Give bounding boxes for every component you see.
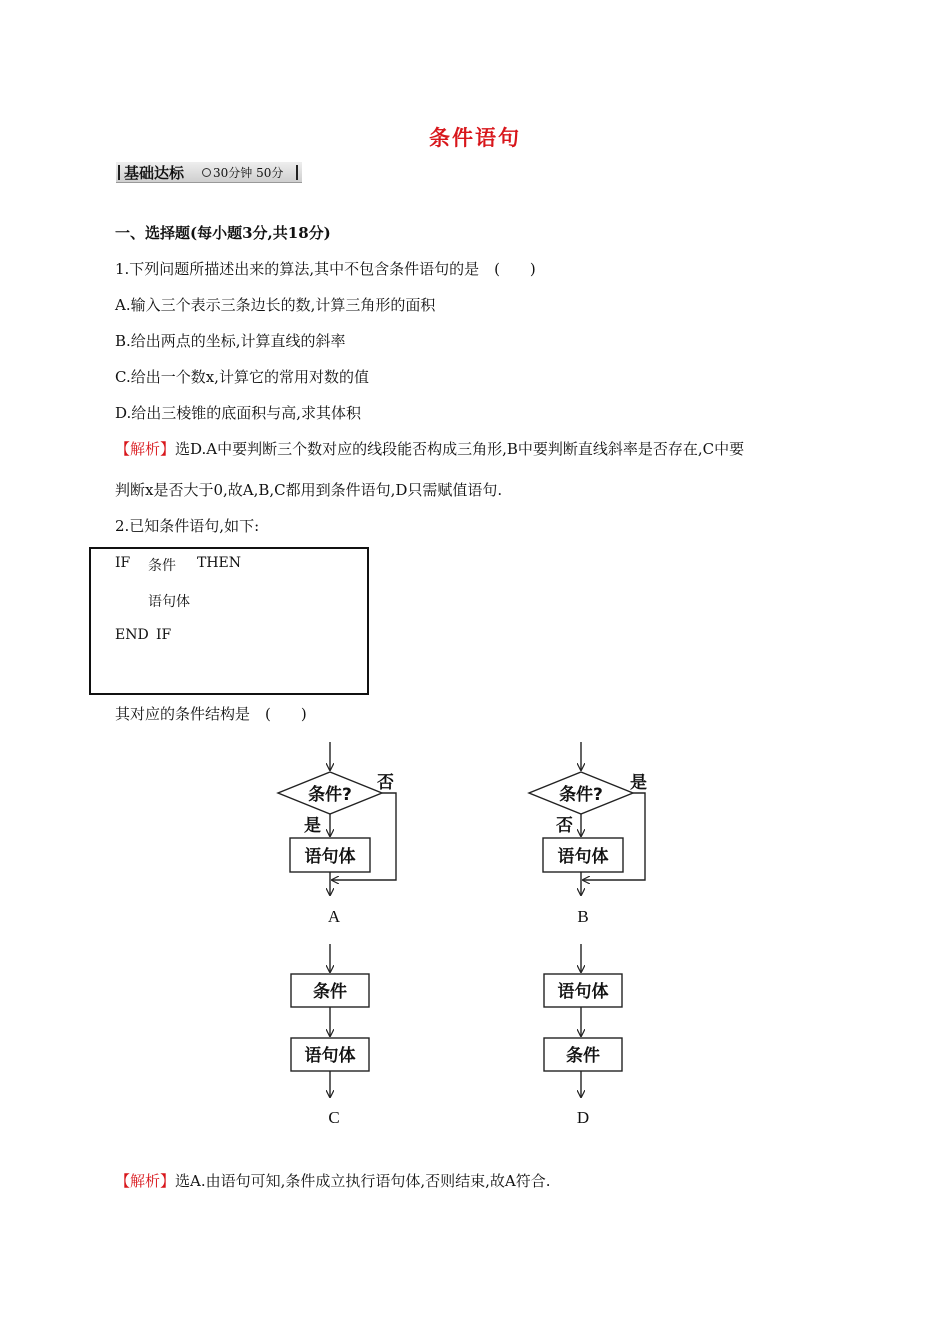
q1-option-b: B.给出两点的坐标,计算直线的斜率: [115, 332, 346, 350]
q1-option-a: A.输入三个表示三条边长的数,计算三角形的面积: [115, 296, 436, 314]
option-a-label: A: [327, 907, 341, 926]
banner-sub: 30分钟 50分: [213, 166, 284, 180]
q1-analysis-cont: 判断x是否大于0,故A,B,C都用到条件语句,D只需赋值语句.: [115, 481, 503, 499]
code-if: IF: [115, 555, 131, 571]
b-cond-label: 条件?: [559, 785, 603, 805]
flowchart-d: [544, 944, 622, 1097]
option-c-label: C: [328, 1108, 340, 1127]
code-then: THEN: [197, 555, 242, 571]
page-title: 条件语句: [429, 125, 521, 150]
d-top-label: 语句体: [557, 982, 609, 1002]
a-no-label: 否: [377, 773, 394, 793]
banner-main: 基础达标: [124, 164, 185, 182]
c-bottom-label: 语句体: [304, 1046, 356, 1066]
code-cond: 条件: [148, 558, 176, 574]
analysis-tag-2: 【解析】: [115, 1172, 176, 1190]
code-end: END: [115, 627, 149, 643]
analysis-tag: 【解析】: [115, 440, 176, 458]
flowchart-a: [278, 742, 396, 895]
option-d-label: D: [576, 1108, 590, 1127]
d-bottom-label: 条件: [566, 1046, 600, 1066]
analysis-text: 选D.A中要判断三个数对应的线段能否构成三角形,B中要判断直线斜率是否存在,C中要: [175, 440, 745, 458]
a-cond-label: 条件?: [308, 785, 352, 805]
c-top-label: 条件: [313, 982, 347, 1002]
q2-stem: 2.已知条件语句,如下:: [115, 517, 260, 535]
b-no-label: 否: [556, 816, 573, 836]
code-body: 语句体: [148, 594, 190, 610]
q1-option-d: D.给出三棱锥的底面积与高,求其体积: [115, 404, 362, 422]
b-yes-label: 是: [630, 773, 647, 793]
q1-stem: 1.下列问题所描述出来的算法,其中不包含条件语句的是 ( ): [115, 260, 536, 278]
code-endif: IF: [156, 627, 172, 643]
q2-analysis: [115, 1170, 551, 1191]
option-b-label: B: [577, 907, 589, 926]
section-heading: 一、选择题(每小题3分,共18分): [115, 224, 331, 242]
q1-option-c: C.给出一个数x,计算它的常用对数的值: [115, 368, 369, 386]
a-body-label: 语句体: [304, 847, 356, 867]
b-body-label: 语句体: [557, 847, 609, 867]
a-yes-label: 是: [304, 816, 321, 836]
flowchart-b: [529, 742, 645, 895]
flowchart-c: [291, 944, 369, 1097]
q2-ask: 其对应的条件结构是 ( ): [115, 705, 307, 723]
analysis-text-2: 选A.由语句可知,条件成立执行语句体,否则结束,故A符合.: [175, 1172, 551, 1190]
